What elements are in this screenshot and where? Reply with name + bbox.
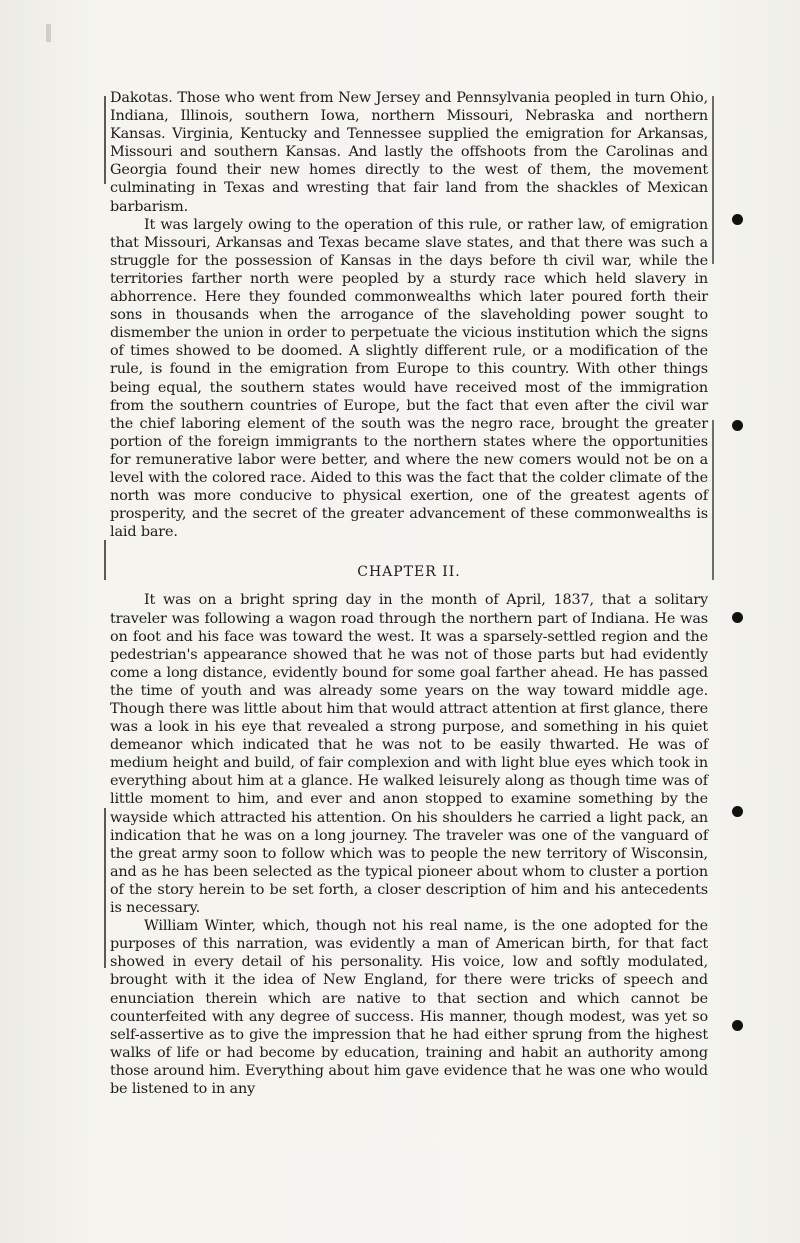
- chapter-heading: CHAPTER II.: [357, 564, 461, 581]
- paragraph: William Winter, which, though not his real name, is the one adopted for the purposes of this narration, was evidently a man of American birth, for that fact showed in every detail of his personality. His voice, low and softly modulated, brought with it the idea of New England, for there were tricks of speech and enunciation therein which are native to that section and which cannot be counterfeited with any degree of success. His manner, though modest, was yet so self-assertive as to give the impression that he had either sprung from the highest walks of life or had become by education, training and habit an authority among those around him. Everything about him gave evidence that he was one who would be listened to in any: [110, 918, 708, 1097]
- margin-rule-left: [104, 808, 106, 968]
- margin-rule-left: [104, 540, 106, 580]
- binder-hole-mark: [732, 214, 743, 225]
- body-text: [110, 89, 708, 1098]
- binder-hole-mark: [732, 612, 743, 623]
- binder-hole-mark: [732, 420, 743, 431]
- paragraph: It was on a bright spring day in the month of April, 1837, that a solitary traveler was following a wagon road through the northern part of Indiana. He was on foot and his face was toward the west. It was a sparsely-settled region and the pedestrian's appearance showed that he was not of those parts but had evidently come a long distance, evidently bound for some goal farther ahead. He has passed the time of youth and was already some years on the way toward middle age. Though there was little about him that would attract attention at first glance, there was a look in his eye that revealed a strong purpose, and something in his quiet demeanor which indicated that he was not to be easily thwarted. He was of medium height and build, of fair complexion and with light blue eyes which took in everything about him at a glance. He walked leisurely along as though time was of little moment to him, and ever and anon stopped to examine something by the wayside which attracted his attention. On his shoulders he carried a light pack, an indication that he was on a long journey. The traveler was one of the vanguard of the great army soon to follow which was to people the new territory of Wisconsin, and as he has been selected as the typical pioneer about whom to cluster a portion of the story herein to be set forth, a closer description of him and his antecedents is necessary.: [110, 592, 708, 917]
- margin-rule-left: [104, 96, 106, 184]
- paragraph: Dakotas. Those who went from New Jersey and Pennsylvania peopled in turn Ohio, Indiana, Illinois, southern Iowa, northern Missouri, Nebraska and northern Kansas. Virginia, Kentucky and Tennessee supplied the emigration for Arkansas, Missouri and southern Kansas. And lastly the offshoots from the Carolinas and Georgia found their new homes directly to the west of them, the movement culminating in Texas and wresting that fair land from the shackles of Mexican barbarism.: [110, 90, 708, 215]
- margin-rule-right: [712, 96, 714, 264]
- paragraph: It was largely owing to the operation of this rule, or rather law, of emigration that Missouri, Arkansas and Texas became slave states, and that there was such a struggle for the possession of Kansas in the days before th civil war, while the territories farther north were peopled by a sturdy race which held slavery in abhorrence. Here they founded commonwealths which later poured forth their sons in thousands when the arrogance of the slaveholding power sought to dismember the union in order to perpetuate the vicious institution which the signs of times showed to be doomed. A slightly different rule, or a modification of the rule, is found in the emigration from Europe to this country. With other things being equal, the southern states would have received most of the immigration from the southern countries of Europe, but the fact that even after the civil war the chief laboring element of the south was the negro race, brought the greater portion of the foreign immigrants to the northern states where the opportunities for remunerative labor were better, and where the new comers would not be on a level with the colored race. Aided to this was the fact that the colder climate of the north was more conducive to physical exertion, one of the greatest agents of prosperity, and the secret of the greater advancement of these commonwealths is laid bare.: [110, 216, 708, 541]
- binder-hole-mark: [732, 1020, 743, 1031]
- scan-mark: [46, 24, 51, 42]
- binder-hole-mark: [732, 806, 743, 817]
- margin-rule-right: [712, 420, 714, 580]
